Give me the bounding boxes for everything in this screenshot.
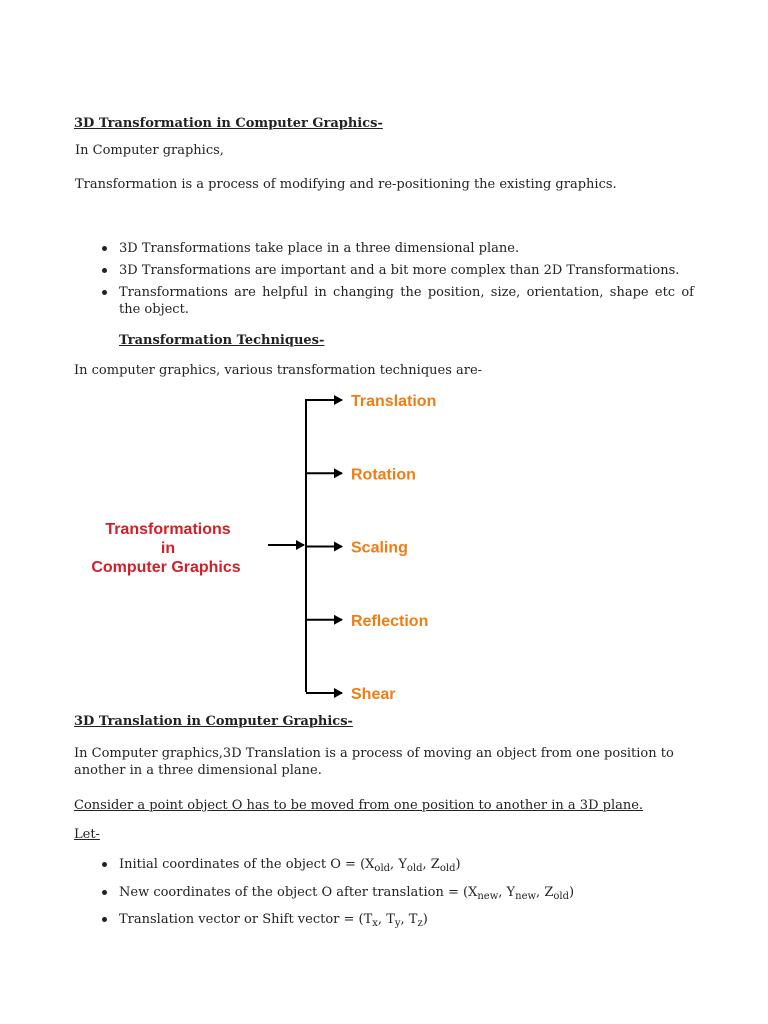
techniques-intro-text: In computer graphics, various transformation techniques are- [74, 363, 483, 378]
bullet-item: Transformations are helpful in changing the position, size, orientation, shape etc of the object. [74, 284, 694, 318]
definition-text: Transformation is a process of modifying and re-positioning the existing graphics. [75, 177, 617, 192]
bullet-item: 3D Transformations take place in a three dimensional plane. [74, 240, 694, 257]
let-label: Let- [74, 827, 100, 842]
initial-coordinates-item: Initial coordinates of the object $O = (X_{old}$, $Y_{old}$, $Z_{old}$) [74, 856, 714, 873]
section-heading-3d-translation: 3D Translation in Computer Graphics- [74, 714, 353, 729]
root-label-line-2: in [160, 540, 176, 557]
branch-label-scaling: Scaling [351, 539, 408, 557]
branch-label-rotation: Rotation [351, 466, 416, 484]
branch-label-shear: Shear [351, 686, 396, 703]
translation-definition-text: In Computer graphics,3D Translation is a process of moving an object from one position to another in a three dimensional plane. [74, 746, 674, 778]
coordinates-bullet-list [74, 856, 714, 928]
intro-text: In Computer graphics, [75, 143, 224, 158]
root-label-line-3: Computer Graphics [91, 559, 241, 576]
bullet-item: 3D Transformations are important and a bit more complex than 2D Transformations. [74, 262, 694, 279]
branch-label-reflection: Reflection [351, 612, 429, 630]
feature-bullet-list [74, 240, 694, 318]
transformation-tree-diagram [0, 380, 768, 710]
translation-vector-item: Translation vector or Shift vector = ($T_x$, $T_y$, $T_z$) [74, 911, 714, 928]
branch-label-translation: Translation [351, 393, 437, 410]
root-label-line-1: Transformations [105, 521, 231, 538]
consider-text: Consider a point object O has to be moved from one position to another in a 3D plane. [74, 798, 644, 813]
new-coordinates-item: New coordinates of the object O after translation = ($X_{new}$, $Y_{new}$, $Z_{old}$) [74, 884, 714, 901]
section-heading-techniques: Transformation Techniques- [119, 333, 325, 348]
section-heading-3d-transformation: 3D Transformation in Computer Graphics- [74, 116, 383, 131]
